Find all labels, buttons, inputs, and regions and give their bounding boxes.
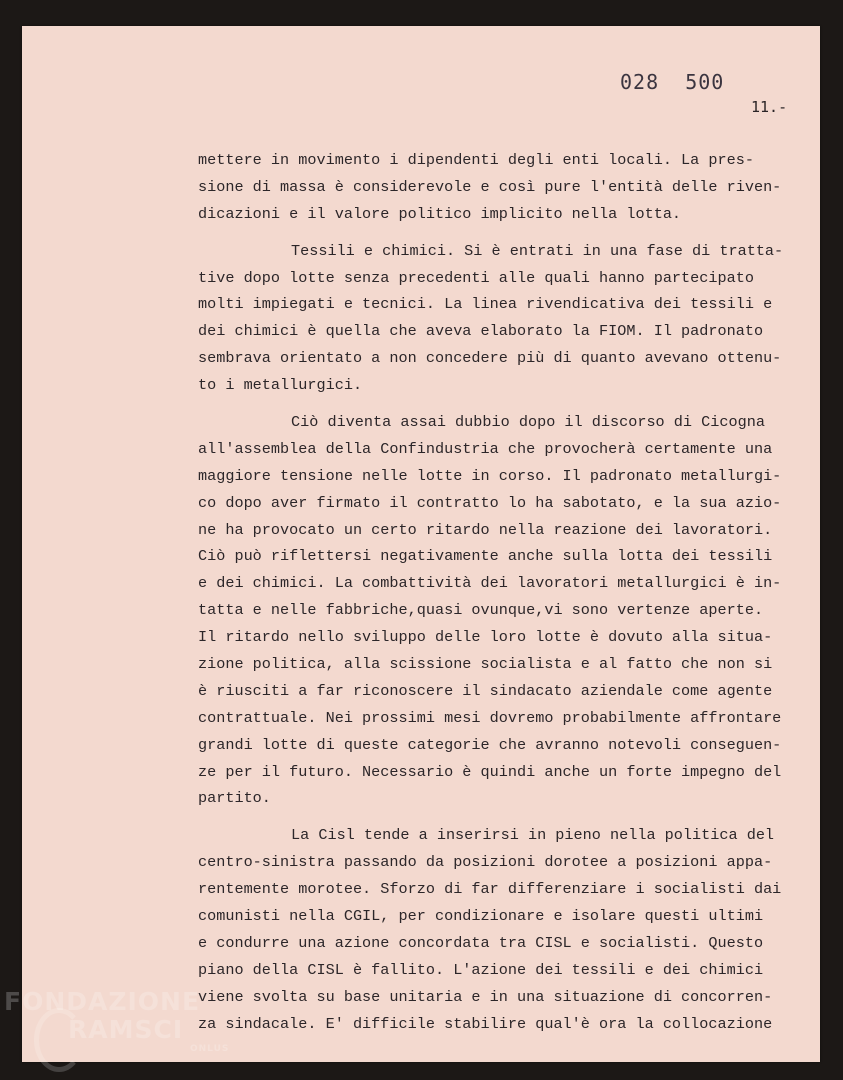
text-line: molti impiegati e tecnici. La linea rivendicativa dei tessili e — [198, 295, 773, 314]
text-line: za sindacale. E' difficile stabilire qual'è ora la collocazione — [198, 1014, 773, 1033]
text-line: Il ritardo nello sviluppo delle loro lotte è dovuto alla situa- — [198, 628, 773, 647]
paragraph-gap — [198, 812, 818, 822]
text-line: contrattuale. Nei prossimi mesi dovremo probabilmente affrontare — [198, 708, 782, 727]
text-line: rentemente morotee. Sforzo di far differenziare i socialisti dai — [198, 880, 782, 899]
text-line: comunisti nella CGIL, per condizionare e isolare questi ultimi — [198, 907, 764, 926]
text-line: Ciò può riflettersi negativamente anche sulla lotta dei tessili — [198, 547, 773, 566]
archive-stamp-number: 028 500 — [620, 70, 725, 94]
text-line: mettere in movimento i dipendenti degli enti locali. La pres- — [198, 151, 754, 169]
watermark-line-3: ONLUS — [190, 1044, 230, 1054]
text-line: sione di massa è considerevole e così pure l'entità delle riven- — [198, 177, 782, 196]
text-line: tatta e nelle fabbriche,quasi ovunque,vi sono vertenze aperte. — [198, 601, 764, 620]
document-page — [22, 26, 820, 1062]
text-line: to i metallurgici. — [198, 376, 363, 395]
paragraph-gap — [198, 399, 818, 409]
text-line: partito. — [198, 789, 271, 808]
watermark-line-2: RAMSCI — [68, 1015, 184, 1044]
text-line: ne ha provocato un certo ritardo nella reazione dei lavoratori. — [198, 520, 773, 539]
text-line: è riusciti a far riconoscere il sindacato aziendale come agente — [198, 681, 773, 700]
text-line: centro-sinistra passando da posizioni dorotee a posizioni appa- — [198, 853, 773, 872]
text-line: viene svolta su base unitaria e in una situazione di concorren- — [198, 987, 773, 1006]
text-line: Ciò diventa assai dubbio dopo il discorso di Cicogna — [291, 413, 765, 432]
text-line: dicazioni e il valore politico implicito nella lotta. — [198, 204, 682, 223]
text-line: La Cisl tende a inserirsi in pieno nella politica del — [291, 826, 775, 845]
text-line: maggiore tensione nelle lotte in corso. Il padronato metallurgi- — [198, 466, 782, 485]
paragraph-gap — [198, 228, 818, 238]
text-line: all'assemblea della Confindustria che provocherà certamente una — [198, 439, 773, 458]
watermark-line-1: FONDAZIONE — [4, 987, 201, 1016]
fondazione-gramsci-watermark — [4, 988, 229, 1054]
text-line: sembrava orientato a non concedere più di quanto avevano ottenu- — [198, 349, 782, 368]
text-line: Tessili e chimici. Si è entrati in una fase di tratta- — [291, 241, 784, 260]
text-line: piano della CISL è fallito. L'azione dei tessili e dei chimici — [198, 960, 764, 979]
text-line: e condurre una azione concordata tra CISL e socialisti. Questo — [198, 933, 764, 952]
text-line: grandi lotte di queste categorie che avranno notevoli conseguen- — [198, 735, 782, 754]
text-line: e dei chimici. La combattività dei lavoratori metallurgici è in- — [198, 574, 782, 593]
text-line: ze per il futuro. Necessario è quindi anche un forte impegno del — [198, 762, 782, 781]
text-line: co dopo aver firmato il contratto lo ha sabotato, e la sua azio- — [198, 493, 782, 512]
document-body — [198, 147, 818, 1038]
text-line: zione politica, alla scissione socialista e al fatto che non si — [198, 655, 773, 674]
text-line: dei chimici è quella che aveva elaborato la FIOM. Il padronato — [198, 322, 764, 341]
text-line: tive dopo lotte senza precedenti alle quali hanno partecipato — [198, 268, 754, 287]
page-number: 11.- — [751, 98, 788, 116]
